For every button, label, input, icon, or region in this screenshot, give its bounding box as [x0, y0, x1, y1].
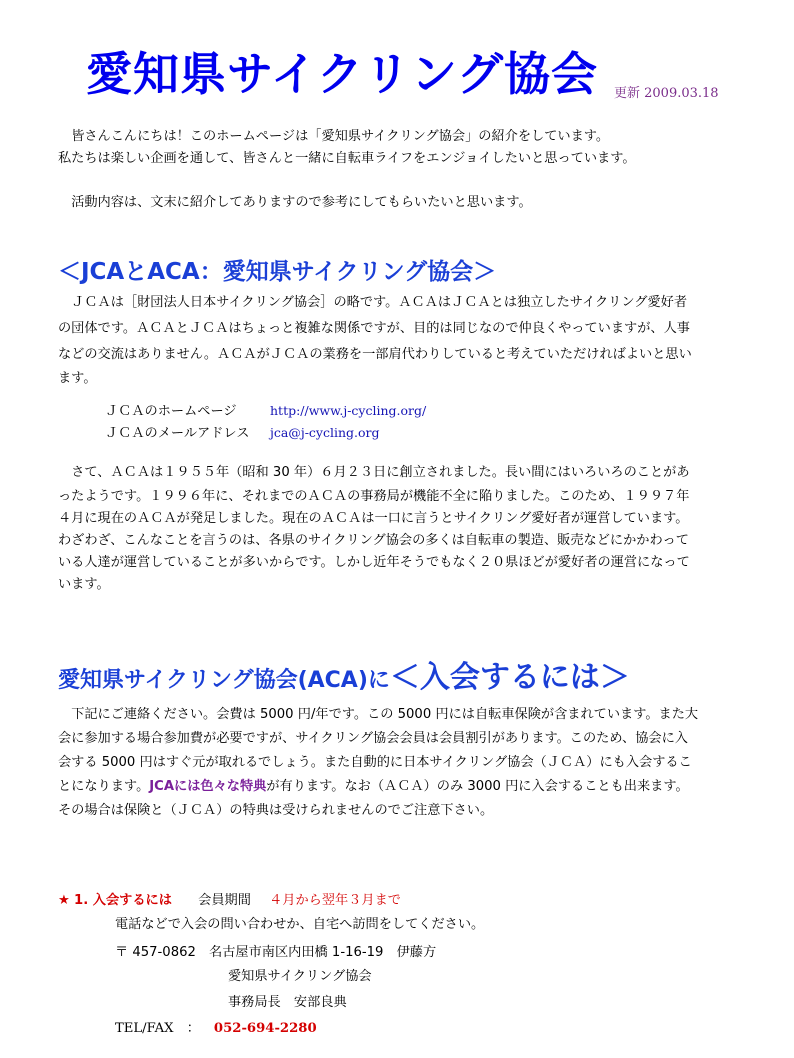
- join-line-5: その場合は保険と（ＪＣＡ）の特典は受けられませんのでご注意下さい。: [58, 803, 494, 818]
- how-to-join-row: [58, 890, 401, 912]
- contact-secretary: 事務局長 安部良典: [228, 995, 347, 1010]
- jca-para2-line-3: ４月に現在のＡＣＡが発足しました。現在のＡＣＡは一口に言うとサイクリング愛好者が運営しています。: [58, 511, 689, 526]
- jca-mail-label: ＪＣＡのメールアドレス: [105, 426, 250, 441]
- jca-para2-line-6: います。: [58, 577, 110, 592]
- join-line-4: とになります。JCAには色々な特典が有ります。なお（ＡＣＡ）のみ 3000 円に入会することも出来ます。: [58, 779, 689, 794]
- jca-homepage-label: ＪＣＡのホームページ: [105, 404, 237, 419]
- join-line-1: 下記にご連絡ください。会費は 5000 円/年です。この 5000 円には自転車保険が含まれています。また大: [71, 707, 699, 722]
- jca-para1-line-3: などの交流はありません。ＡＣＡがＪＣＡの業務を一部肩代わりしていると考えていただければよいと思い: [58, 347, 692, 362]
- contact-address: 〒 457-0862 名古屋市南区内田橋 1-16-19 伊藤方: [115, 945, 437, 960]
- jca-homepage-row: [105, 400, 426, 423]
- membership-period-label: 会員期間: [198, 893, 251, 908]
- jca-benefits-highlight: JCAには色々な特典: [149, 779, 267, 794]
- how-to-join-label: 1. 入会するには: [74, 893, 172, 908]
- intro-line-1: 皆さんこんにちは！このホームページは「愛知県サイクリング協会」の紹介をしています。: [71, 129, 610, 144]
- jca-mail-row: [105, 422, 380, 445]
- contact-tel-row: [115, 1018, 317, 1040]
- jca-para2-line-4: わざわざ、こんなことを言うのは、各県のサイクリング協会の多くは自転車の製造、販売などにかかわって: [58, 533, 689, 548]
- intro-line-2: 私たちは楽しい企画を通して、皆さんと一緒に自転車ライフをエンジョイしたいと思っています。: [58, 151, 636, 166]
- updated-date: 更新 2009.03.18: [614, 86, 719, 101]
- tel-number[interactable]: 052-694-2280: [213, 1021, 317, 1036]
- jca-para2-line-1: さて、ＡＣＡは１９５５年（昭和 30 年）６月２３日に創立されました。長い間にはいろいろのことがあ: [71, 465, 690, 480]
- join-heading-prefix: 愛知県サイクリング協会(ACA)に: [58, 668, 390, 693]
- join-line-3: 会する 5000 円はすぐ元が取れるでしょう。また自動的に日本サイクリング協会（ＪＣＡ）にも入会するこ: [58, 755, 692, 770]
- jca-para1-line-1: ＪＣＡは［財団法人日本サイクリング協会］の略です。ＡＣＡはＪＣＡとは独立したサイクリング愛好者: [71, 295, 688, 310]
- join-instruction: 電話などで入会の問い合わせか、自宅へ訪問をしてください。: [115, 917, 485, 932]
- tel-label: TEL/FAX ：: [115, 1021, 200, 1036]
- join-heading: [58, 660, 630, 699]
- intro-line-3: 活動内容は、文末に紹介してありますので参考にしてもらいたいと思います。: [71, 195, 532, 210]
- join-heading-main: ＜入会するには＞: [389, 660, 630, 695]
- jca-mail-link[interactable]: jca@j-cycling.org: [270, 425, 380, 440]
- contact-org: 愛知県サイクリング協会: [228, 969, 372, 984]
- jca-homepage-link[interactable]: http://www.j-cycling.org/: [270, 403, 427, 418]
- membership-period-value: ４月から翌年３月まで: [269, 893, 401, 908]
- site-title: 愛知県サイクリング協会: [86, 47, 598, 101]
- jca-para2-line-5: いる人達が運営していることが多いからです。しかし近年そうでもなく２０県ほどが愛好者の運営になって: [58, 555, 690, 570]
- join-line-2: 会に参加する場合参加費が必要ですが、サイクリング協会会員は会員割引があります。このため、協会に入: [58, 731, 688, 746]
- star-icon: ★: [58, 893, 70, 908]
- jca-para1-line-2: の団体です。ＡＣＡとＪＣＡはちょっと複雑な関係ですが、目的は同じなので仲良くやっていますが、人事: [58, 321, 690, 336]
- jca-aca-heading: ＜JCAとACA：愛知県サイクリング協会＞: [58, 259, 497, 285]
- jca-para1-line-4: ます。: [58, 371, 97, 386]
- jca-para2-line-2: ったようです。１９９６年に、それまでのＡＣＡの事務局が機能不全に陥りました。このため、１９９７年: [58, 489, 690, 504]
